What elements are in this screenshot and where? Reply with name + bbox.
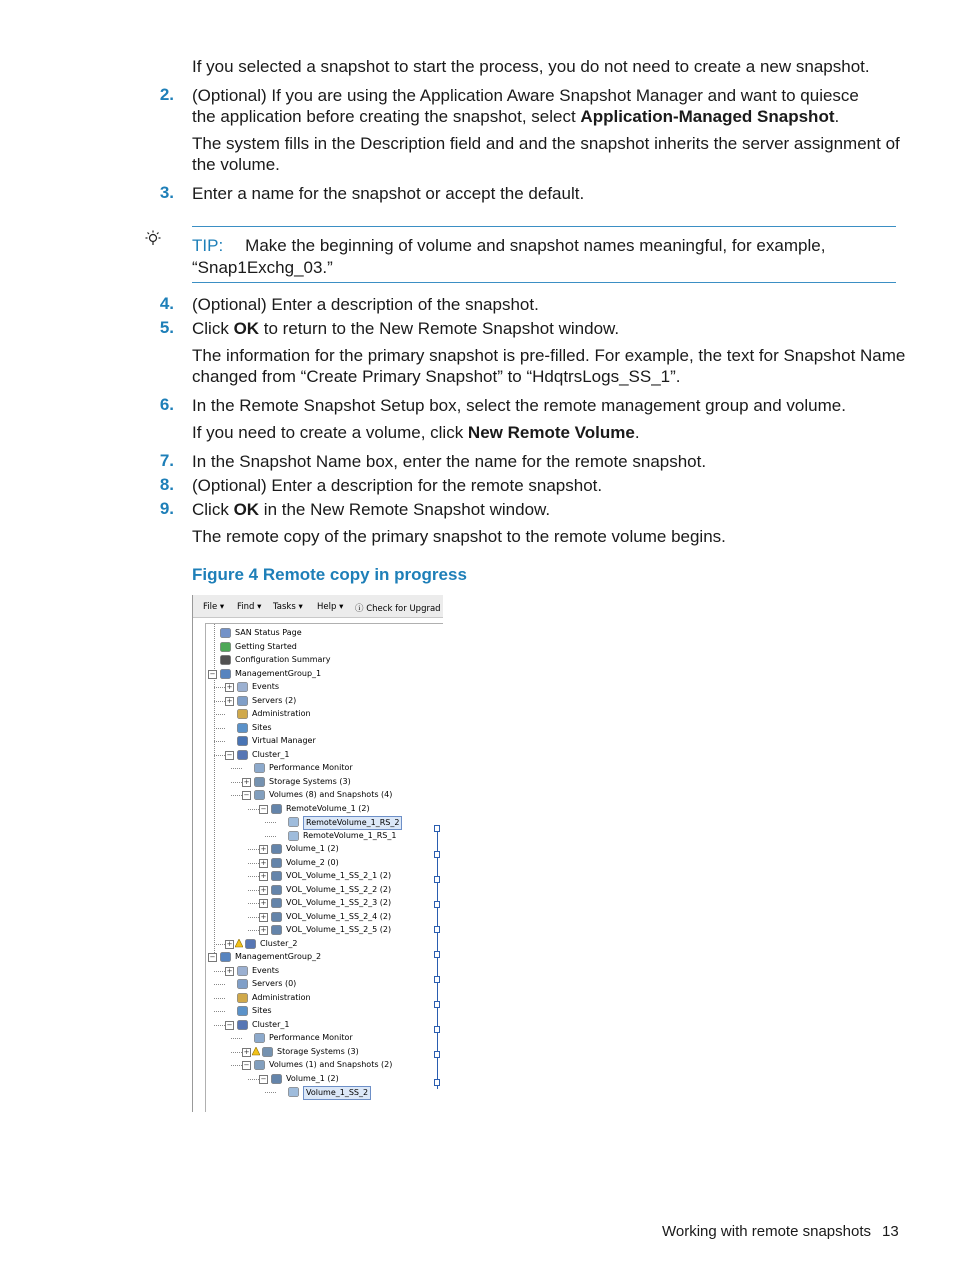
- tree-node-label: Servers (2): [252, 695, 297, 705]
- tree-connector: [248, 930, 259, 931]
- menu-bar: [193, 595, 443, 618]
- step-3-number: 3.: [159, 183, 174, 202]
- collapse-icon[interactable]: −: [260, 804, 267, 813]
- tree-connector: [248, 890, 259, 891]
- tree-node-label: RemoteVolume_1_RS_1: [303, 830, 397, 840]
- step-5-note-line-2: changed from “Create Primary Snapshot” to “HdqtrsLogs_SS_1”.: [192, 367, 681, 386]
- expand-icon[interactable]: +: [260, 885, 267, 894]
- figure-caption: Figure 4 Remote copy in progress: [192, 565, 467, 584]
- tree-node-label: Events: [252, 965, 280, 975]
- link-node-icon: [434, 901, 440, 908]
- tree-connector: [248, 917, 259, 918]
- step-2-line-1: (Optional) If you are using the Application Aware Snapshot Manager and want to quiesce: [192, 86, 859, 105]
- volume-icon: [271, 912, 282, 922]
- collapse-icon[interactable]: −: [243, 1061, 250, 1069]
- expand-icon[interactable]: +: [226, 939, 233, 948]
- cluster-icon: [245, 939, 256, 949]
- step-5-note-line-1: The information for the primary snapshot is pre-filled. For example, the text for Snapshot Name: [192, 346, 906, 365]
- tree-connector: [231, 768, 242, 769]
- expand-icon[interactable]: +: [243, 777, 250, 786]
- menu-tasks[interactable]: Tasks ▾: [273, 602, 303, 612]
- step-6-number: 6.: [159, 395, 174, 414]
- link-node-icon: [434, 825, 440, 832]
- tree-node-label: Storage Systems (3): [277, 1046, 359, 1056]
- step-7-number: 7.: [159, 451, 174, 470]
- server-icon: [237, 696, 248, 706]
- link-node-icon: [434, 876, 440, 883]
- tree-node-label: Volume_2 (0): [286, 857, 339, 867]
- tree-node-label: Configuration Summary: [235, 655, 331, 664]
- page-number: 13: [882, 1223, 899, 1240]
- tree-node-label: Sites: [252, 722, 272, 732]
- remote-copy-link: [437, 827, 438, 1089]
- tree-connector: [265, 1092, 276, 1093]
- intro-line: If you selected a snapshot to start the process, you do not need to create a new snapshot.: [192, 57, 870, 76]
- tree-connector: [214, 687, 225, 688]
- expand-icon[interactable]: +: [260, 872, 267, 880]
- expand-icon[interactable]: +: [260, 845, 267, 853]
- tree-node-label: Performance Monitor: [269, 1033, 353, 1042]
- menu-find[interactable]: Find ▾: [237, 602, 262, 612]
- tree-node-label: VOL_Volume_1_SS_2_1 (2): [286, 871, 392, 880]
- events-icon: [237, 682, 248, 692]
- tree-node-label: Administration: [252, 992, 311, 1002]
- step-2-number: 2.: [159, 85, 174, 104]
- collapse-icon[interactable]: −: [226, 1020, 233, 1029]
- volume-icon: [271, 804, 282, 814]
- expand-icon[interactable]: +: [260, 899, 267, 907]
- cluster-icon: [237, 750, 248, 760]
- snapshot-icon: [288, 817, 299, 827]
- expand-icon[interactable]: +: [260, 858, 267, 867]
- tree-node-label: RemoteVolume_1_RS_2: [303, 816, 402, 830]
- tree-node-label: Cluster_1: [252, 1019, 290, 1029]
- link-node-icon: [434, 1079, 440, 1086]
- tree-connector: [248, 849, 259, 850]
- step-4-text: (Optional) Enter a description of the snapshot.: [192, 295, 539, 314]
- volume-icon: [271, 925, 282, 935]
- tree-node-label: SAN Status Page: [235, 628, 302, 637]
- tree-connector: [248, 903, 259, 904]
- globe-icon: [237, 723, 248, 733]
- tree-node-label: Virtual Manager: [252, 736, 316, 745]
- tree-node-label: Storage Systems (3): [269, 776, 351, 786]
- tree-node-label: VOL_Volume_1_SS_2_4 (2): [286, 911, 392, 921]
- warning-icon: [252, 1047, 260, 1057]
- tip-line-1: TIP: Make the beginning of volume and snapshot names meaningful, for example,: [192, 236, 826, 255]
- link-node-icon: [434, 926, 440, 933]
- tree-connector: [214, 998, 225, 999]
- tree-connector: [231, 795, 242, 796]
- collapse-icon[interactable]: −: [226, 750, 233, 759]
- lightbulb-icon: [143, 229, 163, 254]
- group-icon: [220, 669, 231, 679]
- menu-help[interactable]: Help ▾: [317, 602, 344, 612]
- tree-connector: [214, 755, 225, 756]
- step-4-number: 4.: [159, 294, 174, 313]
- home-icon: [220, 628, 231, 638]
- step-2-note-line-1: The system fills in the Description field and and the snapshot inherits the server assignment of: [192, 134, 900, 153]
- tree-connector: [214, 1011, 225, 1012]
- navigation-tree: [205, 623, 443, 1112]
- arrow-icon: [220, 642, 231, 652]
- tree-connector: [214, 984, 225, 985]
- tree-node-label: Cluster_2: [260, 938, 298, 948]
- tree-node-label: Getting Started: [235, 641, 297, 651]
- vm-icon: [237, 736, 248, 746]
- collapse-icon[interactable]: −: [209, 669, 216, 678]
- tree-connector: [214, 701, 225, 702]
- collapse-icon[interactable]: −: [243, 791, 250, 799]
- collapse-icon[interactable]: −: [260, 1074, 267, 1083]
- remote-copy-screenshot: [192, 595, 443, 1112]
- step-7-text: In the Snapshot Name box, enter the name for the remote snapshot.: [192, 452, 707, 471]
- link-node-icon: [434, 976, 440, 983]
- tree-node-label: ManagementGroup_1: [235, 668, 322, 678]
- tree-connector: [214, 728, 225, 729]
- tree-connector: [214, 741, 225, 742]
- collapse-icon[interactable]: −: [209, 953, 216, 961]
- tree-node-label: VOL_Volume_1_SS_2_2 (2): [286, 884, 392, 894]
- events-icon: [237, 966, 248, 976]
- volume-icon: [271, 1074, 282, 1084]
- menu-check-upgrades[interactable]: ⓘ Check for Upgrad: [355, 604, 441, 614]
- volume-icon: [271, 844, 282, 854]
- tree-connector: [214, 971, 225, 972]
- tree-node-label: VOL_Volume_1_SS_2_3 (2): [286, 898, 392, 907]
- expand-icon[interactable]: +: [226, 696, 233, 705]
- link-node-icon: [434, 1001, 440, 1008]
- tree-node-label: Servers (0): [252, 979, 297, 988]
- expand-icon[interactable]: +: [226, 966, 233, 975]
- step-9-text: Click OK in the New Remote Snapshot window.: [192, 500, 551, 519]
- expand-icon[interactable]: +: [260, 912, 267, 921]
- tree-connector: [231, 1065, 242, 1066]
- sigma-icon: [220, 655, 231, 665]
- tree-connector: [231, 782, 242, 783]
- step-6-text: In the Remote Snapshot Setup box, select the remote management group and volume.: [192, 396, 846, 415]
- tree-node-label: Volume_1 (2): [286, 844, 339, 853]
- tree-node-label: Volume_1 (2): [286, 1073, 339, 1083]
- expand-icon[interactable]: +: [260, 926, 267, 934]
- tree-node-label: Volumes (1) and Snapshots (2): [269, 1060, 393, 1069]
- tree-node-label: Performance Monitor: [269, 763, 353, 772]
- step-6-note: If you need to create a volume, click New Remote Volume.: [192, 423, 640, 442]
- step-2-note-line-2: the volume.: [192, 155, 280, 174]
- volumes-icon: [254, 1060, 265, 1070]
- menu-file[interactable]: File ▾: [203, 602, 225, 612]
- admin-icon: [237, 709, 248, 719]
- tree-node-label: Administration: [252, 709, 311, 718]
- chart-icon: [254, 763, 265, 773]
- step-5-number: 5.: [159, 318, 174, 337]
- footer-section-title: Working with remote snapshots: [662, 1223, 871, 1240]
- tip-line-2: “Snap1Exchg_03.”: [192, 258, 333, 277]
- link-node-icon: [434, 951, 440, 958]
- tree-connector: [248, 809, 259, 810]
- info-icon: ⓘ: [355, 604, 364, 614]
- server-icon: [237, 979, 248, 989]
- tree-node-label: Events: [252, 682, 280, 691]
- tree-connector: [231, 1052, 242, 1053]
- volume-icon: [271, 885, 282, 895]
- tree-node-label: Volume_1_SS_2: [303, 1086, 371, 1100]
- cluster-icon: [237, 1020, 248, 1030]
- storage-icon: [262, 1047, 273, 1057]
- volume-icon: [271, 871, 282, 881]
- tree-node-label: RemoteVolume_1 (2): [286, 803, 370, 813]
- volume-icon: [271, 898, 282, 908]
- step-8-number: 8.: [159, 475, 174, 494]
- globe-icon: [237, 1006, 248, 1016]
- storage-icon: [254, 777, 265, 787]
- tree-connector: [214, 1025, 225, 1026]
- tree-node-label: Cluster_1: [252, 749, 290, 759]
- chart-icon: [254, 1033, 265, 1043]
- tree-connector: [265, 822, 276, 823]
- application-managed-snapshot-option: Application-Managed Snapshot: [580, 107, 835, 126]
- step-9-note: The remote copy of the primary snapshot to the remote volume begins.: [192, 527, 726, 546]
- tree-connector: [265, 836, 276, 837]
- step-8-text: (Optional) Enter a description for the remote snapshot.: [192, 476, 603, 495]
- group-icon: [220, 952, 231, 962]
- snapshot-icon: [288, 1087, 299, 1097]
- tree-node-label: ManagementGroup_2: [235, 952, 322, 961]
- step-2-line-2: the application before creating the snapshot, select Application-Managed Snapshot.: [192, 107, 840, 126]
- link-node-icon: [434, 1051, 440, 1058]
- tree-connector: [248, 1079, 259, 1080]
- warning-icon: [235, 939, 243, 949]
- step-9-number: 9.: [159, 499, 174, 518]
- tree-node-label: VOL_Volume_1_SS_2_5 (2): [286, 925, 392, 934]
- volume-icon: [271, 858, 282, 868]
- expand-icon[interactable]: +: [243, 1047, 250, 1056]
- admin-icon: [237, 993, 248, 1003]
- tree-connector: [248, 863, 259, 864]
- tree-connector: [214, 714, 225, 715]
- link-node-icon: [434, 851, 440, 858]
- tree-connector: [214, 944, 225, 945]
- volumes-icon: [254, 790, 265, 800]
- tree-connector: [231, 1038, 242, 1039]
- step-5-text: Click OK to return to the New Remote Snapshot window.: [192, 319, 620, 338]
- link-node-icon: [434, 1026, 440, 1033]
- tree-node-label: Sites: [252, 1006, 272, 1015]
- tree-node-label: Volumes (8) and Snapshots (4): [269, 790, 393, 799]
- expand-icon[interactable]: +: [226, 683, 233, 691]
- tree-connector: [248, 876, 259, 877]
- tip-label: TIP:: [192, 236, 224, 255]
- snapshot-icon: [288, 831, 299, 841]
- step-3-text: Enter a name for the snapshot or accept the default.: [192, 184, 585, 203]
